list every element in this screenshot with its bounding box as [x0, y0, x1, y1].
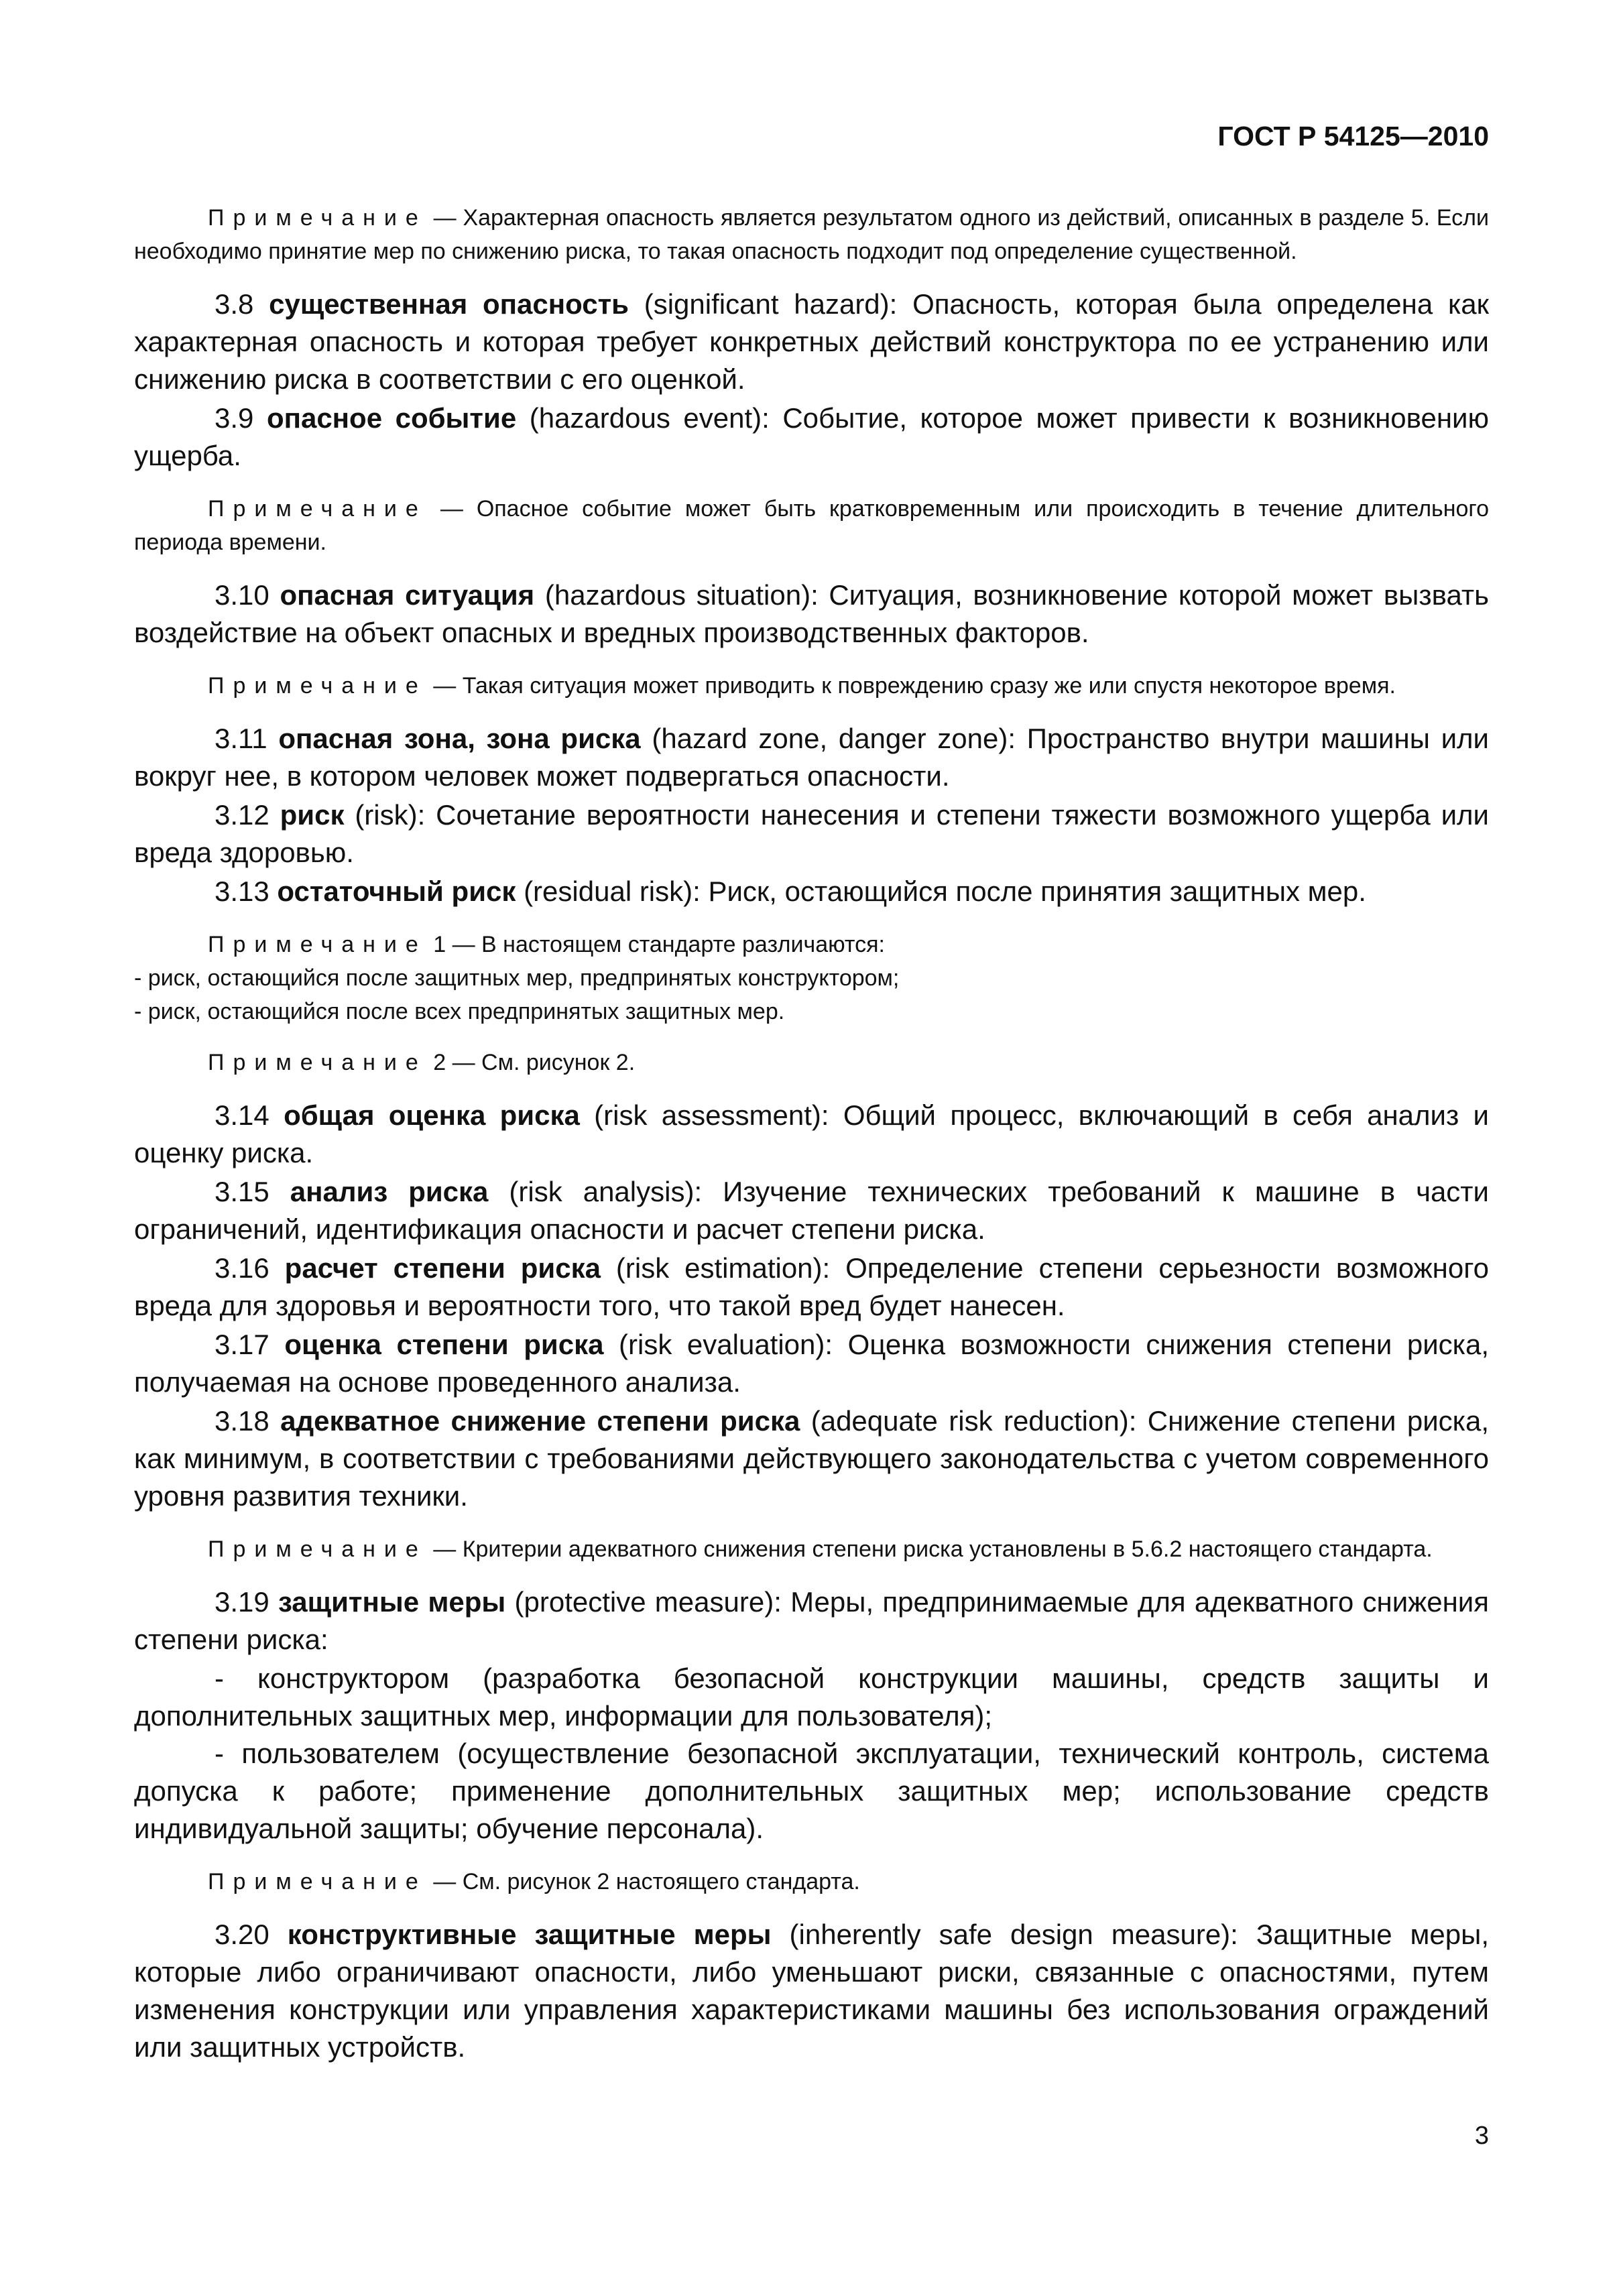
term-3-12: [134, 796, 1489, 871]
term-number: 3.11: [215, 723, 267, 754]
note-label: Примечание: [208, 1536, 427, 1562]
note-label: Примечание: [208, 673, 427, 699]
term-number: 3.10: [215, 579, 269, 611]
term-name: анализ риска: [290, 1176, 489, 1207]
term-name: защитные меры: [278, 1586, 506, 1618]
note-text: 2 — См. рисунок 2.: [433, 1050, 636, 1075]
term-number: 3.19: [215, 1586, 269, 1618]
note-label: Примечание: [208, 1869, 427, 1894]
term-name: адекватное снижение степени риска: [280, 1405, 800, 1437]
term-definition: (risk estimation): Определение степени серьезности возможного вреда для здоровья и вероятности того, что такой вред будет нанесен.: [134, 1252, 1489, 1321]
term-3-13: [134, 873, 1489, 910]
note-3-19: [134, 1865, 1489, 1898]
term-name: риск: [280, 799, 345, 831]
term-3-20: [134, 1916, 1489, 2066]
term-name: оценка степени риска: [284, 1329, 604, 1360]
term-definition: (hazardous event): Событие, которое может привести к возникновению ущерба.: [134, 402, 1490, 471]
term-definition: (risk): Сочетание вероятности нанесения и степени тяжести возможного ущерба или вреда здоровью.: [134, 799, 1489, 868]
term-3-8: [134, 286, 1489, 398]
term-definition: (adequate risk reduction): Снижение степени риска, как минимум, в соответствии с требованиями действующего законодательства с учетом современного уровня развития техники.: [134, 1405, 1489, 1512]
term-3-18: [134, 1402, 1489, 1515]
term-definition: (inherently safe design measure): Защитные меры, которые либо ограничивают опасности, либо уменьшают риски, связанные с опасностями, путем изменения конструкции или управления характеристиками машины без использования ограждений или защитных устройств.: [134, 1919, 1490, 2063]
note-text: — Такая ситуация может приводить к повреждению сразу же или спустя некоторое время.: [433, 673, 1396, 699]
term-number: 3.13: [215, 875, 269, 907]
term-3-16: [134, 1250, 1489, 1325]
note-label: Примечание: [208, 932, 427, 957]
term-number: 3.9: [215, 402, 254, 434]
term-name: опасное событие: [266, 402, 517, 434]
term-number: 3.16: [215, 1252, 269, 1284]
term-name: остаточный риск: [277, 875, 516, 907]
term-3-11: [134, 720, 1489, 795]
note-3-13-2: [134, 1046, 1489, 1079]
note-3-18: [134, 1532, 1489, 1566]
note-3-13-1: [134, 928, 1489, 961]
list-item-designer: - конструктором (разработка безопасной конструкции машины, средств защиты и дополнительных защитных мер, информации для пользователя);: [134, 1663, 1489, 1732]
term-name: общая оценка риска: [284, 1099, 580, 1131]
note-3-9: [134, 492, 1489, 559]
list-item-user: - пользователем (осуществление безопасной эксплуатации, технический контроль, система допуска к работе; применение дополнительных защитных мер; использование средств индивидуальной защиты; обучение персонала).: [134, 1738, 1489, 1844]
term-definition: (risk analysis): Изучение технических требований к машине в части ограничений, идентификация опасности и расчет степени риска.: [134, 1176, 1490, 1245]
note-text: — Характерная опасность является результатом одного из действий, описанных в разделе 5. Если необходимо принятие мер по снижению риска, то такая опасность подходит под определение существенной.: [134, 205, 1489, 264]
note-characteristic-hazard: [134, 201, 1489, 268]
term-number: 3.14: [215, 1099, 269, 1131]
page-content: [134, 201, 1489, 2067]
term-number: 3.12: [215, 799, 269, 831]
term-definition: (risk assessment): Общий процесс, включающий в себя анализ и оценку риска.: [134, 1099, 1490, 1168]
page-number: 3: [1474, 2122, 1489, 2150]
term-number: 3.15: [215, 1176, 269, 1207]
term-definition: (hazardous situation): Ситуация, возникновение которой может вызвать воздействие на объект опасных и вредных производственных факторов.: [134, 579, 1489, 648]
note-list-item: - риск, остающийся после защитных мер, предпринятых конструктором;: [134, 965, 900, 991]
term-definition: (hazard zone, danger zone): Пространство внутри машины или вокруг нее, в котором человек может подвергаться опасности.: [134, 723, 1489, 792]
term-number: 3.8: [215, 288, 254, 320]
term-3-9: [134, 400, 1489, 475]
term-definition: (significant hazard): Опасность, которая была определена как характерная опасность и которая требует конкретных действий конструктора по ее устранению или снижению риска в соответствии с его оценкой.: [134, 288, 1489, 395]
term-3-17: [134, 1326, 1489, 1401]
term-definition: (protective measure): Меры, предпринимаемые для адекватного снижения степени риска:: [134, 1586, 1490, 1655]
note-text: 1 — В настоящем стандарте различаются:: [433, 932, 885, 957]
term-number: 3.17: [215, 1329, 269, 1360]
note-text: — Опасное событие может быть кратковременным или происходить в течение длительного периода времени.: [134, 496, 1489, 555]
term-3-19: [134, 1583, 1489, 1658]
note-label: Примечание: [208, 496, 427, 522]
term-number: 3.18: [215, 1405, 269, 1437]
term-definition: (risk evaluation): Оценка возможности снижения степени риска, получаемая на основе проведенного анализа.: [134, 1329, 1489, 1398]
term-name: опасная зона, зона риска: [278, 723, 641, 754]
term-name: расчет степени риска: [284, 1252, 601, 1284]
term-name: опасная ситуация: [280, 579, 535, 611]
note-text: — Критерии адекватного снижения степени риска установлены в 5.6.2 настоящего стандарта.: [433, 1536, 1433, 1562]
note-text: — См. рисунок 2 настоящего стандарта.: [433, 1869, 860, 1894]
term-3-10: [134, 577, 1489, 652]
term-name: конструктивные защитные меры: [287, 1919, 772, 1950]
note-list-item: - риск, остающийся после всех предпринятых защитных мер.: [134, 999, 785, 1024]
note-label: Примечание: [208, 1050, 427, 1075]
term-name: существенная опасность: [269, 288, 629, 320]
term-3-14: [134, 1097, 1489, 1172]
term-number: 3.20: [215, 1919, 269, 1950]
document-code-header: ГОСТ Р 54125—2010: [1217, 121, 1489, 152]
note-3-10: [134, 669, 1489, 703]
note-label: Примечание: [208, 205, 427, 231]
term-definition: (residual risk): Риск, остающийся после принятия защитных мер.: [516, 875, 1366, 907]
term-3-15: [134, 1173, 1489, 1248]
